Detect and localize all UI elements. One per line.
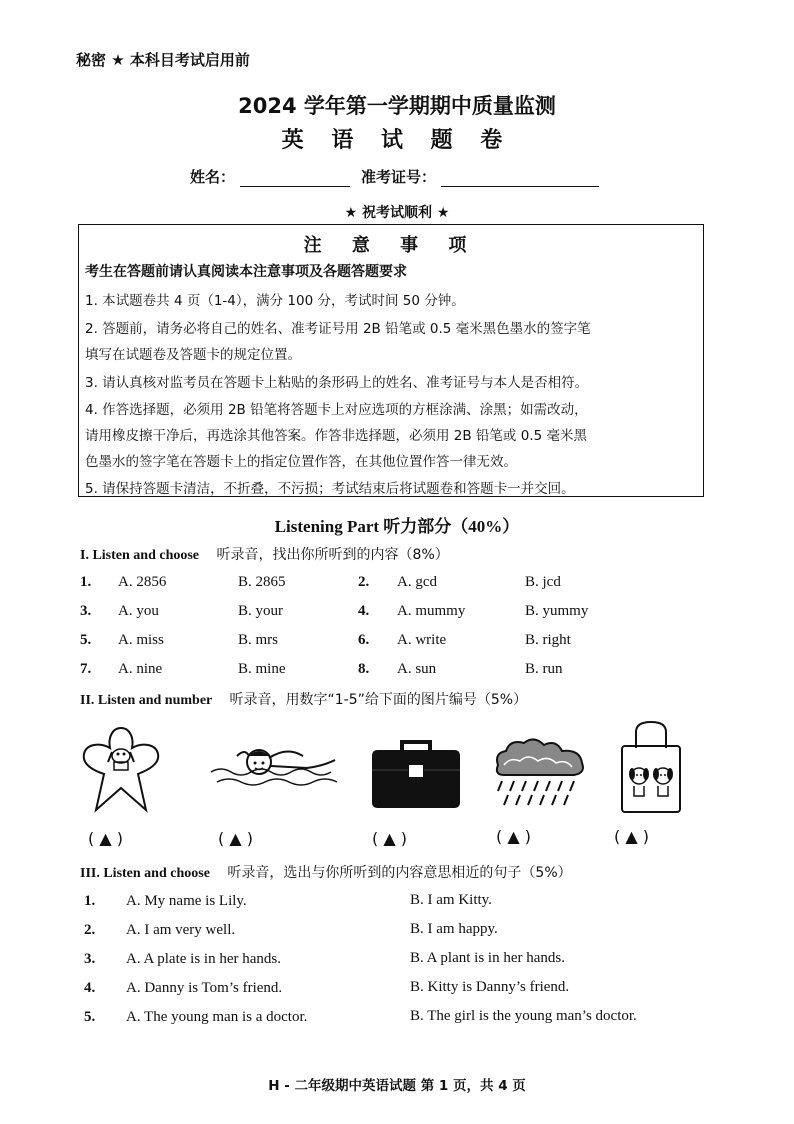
question-number: 3. [84,951,96,967]
option-b: B. I am happy. [410,921,498,937]
option-a: A. The young man is a doctor. [126,1009,308,1025]
section-2-title [80,689,527,709]
option-a: A. you [118,603,159,619]
option-b: B. mrs [238,632,279,648]
star-with-dog-picture [78,722,164,814]
answer-blank[interactable]: ( ▲ ) [218,829,253,848]
question-number: 2. [358,574,370,590]
section-2-title-zh: 听录音，用数字“1-5”给下面的图片编号（5%） [229,692,528,708]
option-b: B. 2865 [238,574,286,590]
section-1-title-en: I. Listen and choose [80,548,200,563]
notice-line: 填写在试题卷及答题卡的规定位置。 [85,347,301,363]
question-number: 4. [358,603,370,619]
question-number: 7. [80,661,92,677]
exam-subtitle: 英 语 试 题 卷 [281,128,513,153]
answer-blank[interactable]: ( ▲ ) [496,827,531,846]
option-b: B. your [238,603,283,619]
confidential-label: 秘密 ★ 本科目考试启用前 [76,51,250,69]
option-b: B. I am Kitty. [410,892,492,908]
option-b: B. jcd [525,574,561,590]
notice-box [78,224,704,497]
section-1-title-zh: 听录音，找出你所听到的内容（8%） [216,547,449,563]
section-3-title [80,862,572,882]
good-luck-banner: ★ 祝考试顺利 ★ [344,205,450,221]
id-blank [441,172,599,187]
question-number: 1. [80,574,92,590]
exam-title: 2024 学年第一学期期中质量监测 [238,94,556,118]
question-number: 6. [358,632,370,648]
section-3-title-zh: 听录音，选出与你所听到的内容意思相近的句子（5%） [227,865,572,881]
id-label: 准考证号： [361,168,437,186]
option-a: A. My name is Lily. [126,893,247,909]
answer-blank[interactable]: ( ▲ ) [88,829,123,848]
option-a: A. mummy [397,603,466,619]
option-b: B. A plant is in her hands. [410,950,565,966]
name-label: 姓名： [190,168,236,186]
question-number: 1. [84,893,96,909]
option-b: B. mine [238,661,286,677]
rain-clouds-picture [490,735,590,815]
notice-line: 5. 请保持答题卡清洁，不折叠，不污损；考试结束后将试题卷和答题卡一并交回。 [85,481,575,497]
notice-line: 4. 作答选择题，必须用 2B 铅笔将答题卡上对应选项的方框涂满、涂黑；如需改动， [85,402,588,418]
notice-title: 注 意 事 项 [303,235,479,256]
option-a: A. gcd [397,574,437,590]
option-a: A. I am very well. [126,922,236,938]
option-a: A. write [397,632,447,648]
question-number: 4. [84,980,96,996]
notice-line: 1. 本试题卷共 4 页（1-4），满分 100 分，考试时间 50 分钟。 [85,293,465,309]
notice-line: 2. 答题前，请务必将自己的姓名、准考证号用 2B 铅笔或 0.5 毫米黑色墨水的签字笔 [85,321,591,337]
option-b: B. right [525,632,571,648]
option-b: B. Kitty is Danny’s friend. [410,979,570,995]
section-2-title-en: II. Listen and number [80,693,213,708]
option-b: B. run [525,661,563,677]
id-row [361,166,599,187]
swimming-boy-picture [207,738,347,798]
option-b: B. yummy [525,603,589,619]
answer-blank[interactable]: ( ▲ ) [614,827,649,846]
notice-line: 3. 请认真核对监考员在答题卡上粘贴的条形码上的姓名、准考证号与本人是否相符。 [85,375,589,391]
question-number: 5. [84,1009,96,1025]
section-3-title-en: III. Listen and choose [80,866,210,881]
name-blank [240,172,350,187]
notice-line: 色墨水的签字笔在答题卡上的指定位置作答，在其他位置作答一律无效。 [85,454,517,470]
notice-line: 请用橡皮擦干净后，再选涂其他答案。作答非选择题，必须用 2B 铅笔或 0.5 毫米黑 [85,428,587,444]
answer-blank[interactable]: ( ▲ ) [372,829,407,848]
section-1-title [80,544,449,564]
option-b: B. The girl is the young man’s doctor. [410,1008,637,1024]
page-footer: H - 二年级期中英语试题 第 1 页，共 4 页 [268,1078,526,1094]
question-number: 8. [358,661,370,677]
briefcase-picture [370,738,462,810]
question-number: 3. [80,603,92,619]
listening-part-title: Listening Part 听力部分（40%） [274,517,520,536]
notice-heading: 考生在答题前请认真阅读本注意事项及各题答题要求 [85,264,407,280]
question-number: 2. [84,922,96,938]
dog-bag-picture [616,718,686,816]
option-a: A. miss [118,632,164,648]
question-number: 5. [80,632,92,648]
name-row [190,166,350,187]
option-a: A. A plate is in her hands. [126,951,281,967]
option-a: A. nine [118,661,163,677]
option-a: A. sun [397,661,437,677]
option-a: A. Danny is Tom’s friend. [126,980,283,996]
option-a: A. 2856 [118,574,167,590]
